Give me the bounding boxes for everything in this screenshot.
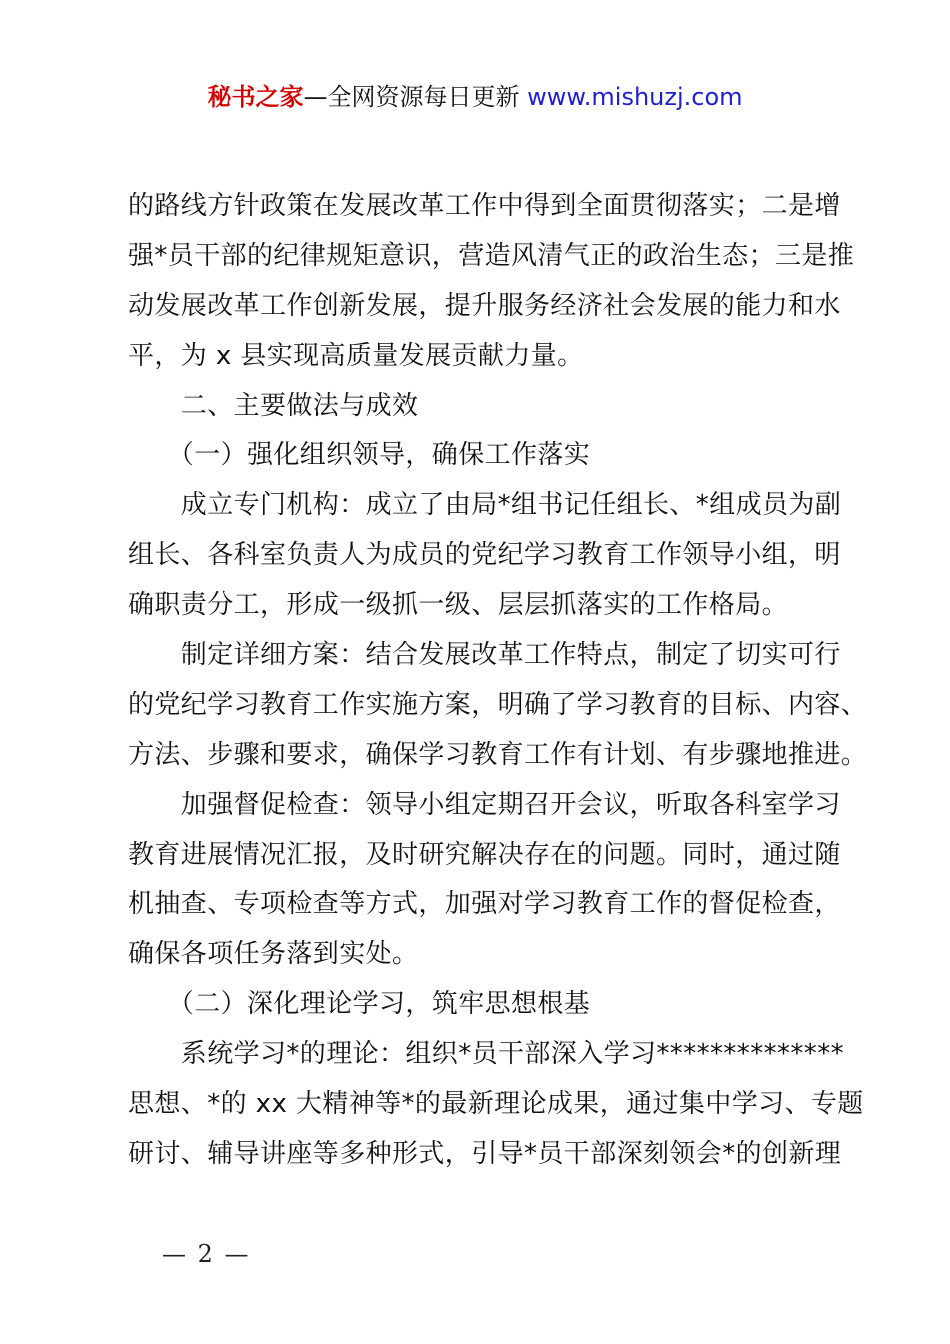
text-line: 平，为 x 县实现高质量发展贡献力量。 <box>128 340 584 371</box>
section-heading: 二、主要做法与成效 <box>128 390 419 421</box>
site-header <box>0 80 950 114</box>
text-line: 动发展改革工作创新发展，提升服务经济社会发展的能力和水 <box>128 290 841 321</box>
text-line: 确职责分工，形成一级抓一级、层层抓落实的工作格局。 <box>128 590 789 621</box>
text-line: 研讨、辅导讲座等多种形式，引导*员干部深刻领会*的创新理 <box>128 1138 842 1169</box>
text-line: 方法、步骤和要求，确保学习教育工作有计划、有步骤地推进。 <box>128 739 868 770</box>
site-url-link[interactable]: www.mishuzj.com <box>519 83 743 111</box>
text-line: 组长、各科室负责人为成员的党纪学习教育工作领导小组，明 <box>128 540 841 571</box>
subsection-heading: （一）强化组织领导，确保工作落实 <box>128 440 591 471</box>
text-line: 的路线方针政策在发展改革工作中得到全面贯彻落实；二是增 <box>128 191 841 221</box>
text-line: 教育进展情况汇报，及时研究解决存在的问题。同时，通过随 <box>128 839 841 870</box>
site-tagline: —全网资源每日更新 <box>303 83 520 111</box>
text-line: 系统学习*的理论：组织*员干部深入学习************** <box>128 1039 845 1070</box>
text-line: 加强督促检查：领导小组定期召开会议，听取各科室学习 <box>128 789 841 820</box>
text-line: 成立专门机构：成立了由局*组书记任组长、*组成员为副 <box>128 490 842 521</box>
page-number: — 2 — <box>162 1240 251 1268</box>
text-line: 的党纪学习教育工作实施方案，明确了学习教育的目标、内容、 <box>128 689 868 720</box>
subsection-heading: （二）深化理论学习，筑牢思想根基 <box>128 989 591 1020</box>
text-line: 思想、*的 xx 大精神等*的最新理论成果，通过集中学习、专题 <box>128 1089 864 1120</box>
site-brand: 秘书之家 <box>207 83 304 111</box>
text-line: 强*员干部的纪律规矩意识，营造风清气正的政治生态；三是推 <box>128 240 855 271</box>
document-body <box>128 184 868 1182</box>
text-line: 机抽查、专项检查等方式，加强对学习教育工作的督促检查， <box>128 889 841 920</box>
text-line: 确保各项任务落到实处。 <box>128 939 419 970</box>
text-line: 制定详细方案：结合发展改革工作特点，制定了切实可行 <box>128 640 841 671</box>
